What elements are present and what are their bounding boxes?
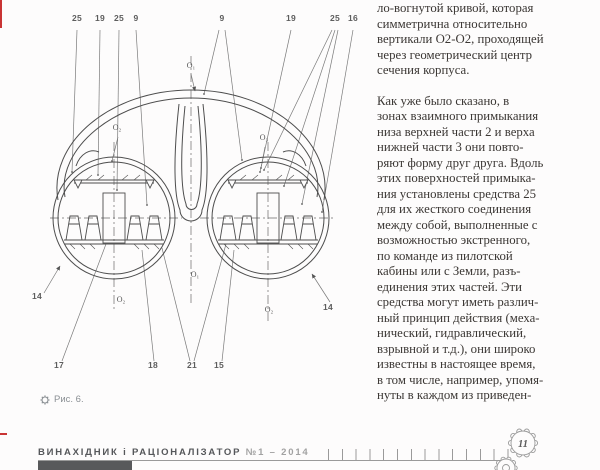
callout-17: 17 — [53, 360, 65, 370]
article-text-column — [377, 1, 597, 404]
text-line: ряют форму друг друга. Вдоль — [377, 155, 544, 170]
axis-label-o1-bottom: О₁ — [190, 270, 200, 279]
text-line: нический, гидравлический, — [377, 326, 527, 340]
text-line: по команде из пилотской — [377, 248, 513, 263]
gear-icon — [40, 395, 50, 405]
axis-label-o2-bottom-left: О₂ — [116, 295, 126, 304]
callout-9: 9 — [133, 13, 139, 23]
axis-label-o2-left: О₂ — [112, 123, 122, 132]
text-line: ния установлены средства 25 — [377, 186, 537, 201]
callout-21: 21 — [186, 360, 198, 370]
text-line: низа верхней части 2 и верха — [377, 124, 535, 139]
axis-label-o3-right: О₃ — [259, 133, 269, 142]
gear-icon — [508, 429, 537, 457]
callout-9: 9 — [219, 13, 225, 23]
callout-14-left: 14 — [31, 291, 43, 301]
text-line: средства могут иметь различ- — [377, 295, 539, 309]
center-axes — [50, 56, 336, 322]
text-line: в том числе, например, упомя- — [377, 372, 544, 387]
callout-19: 19 — [94, 13, 106, 23]
text-line: кабины или с Земли, разъ- — [377, 264, 521, 278]
text-line: единения этих частей. Эти — [377, 279, 522, 294]
issue-number: №1 – 2014 — [245, 447, 310, 458]
text-line: нижней части 3 они повто- — [377, 140, 524, 154]
text-line: зонах взаимного примыкания — [377, 109, 539, 123]
journal-name: ВИНАХІДНИК і РАЦІОНАЛІЗАТОР — [38, 447, 242, 458]
callout-18: 18 — [147, 360, 159, 370]
text-line: Как уже было сказано, в — [377, 93, 510, 108]
callout-14-right: 14 — [322, 302, 334, 312]
axis-label-o2-bottom-right: О₂ — [264, 305, 274, 314]
footer-journal-title — [38, 447, 310, 458]
leader-lines — [44, 30, 353, 361]
text-line: вертикали О2-О2, проходящей — [377, 32, 544, 46]
figure-caption — [40, 394, 84, 405]
text-line: для их жесткого соединения — [377, 202, 532, 216]
text-line: этих поверхностей примыка- — [377, 171, 536, 185]
callout-15: 15 — [213, 360, 225, 370]
page-number: 11 — [518, 439, 528, 450]
callout-25: 25 — [329, 13, 341, 23]
figure-caption-text: Рис. 6. — [54, 394, 84, 405]
text-line: симметрична относительно — [377, 16, 528, 31]
text-line: известны в настоящее время, — [377, 357, 536, 371]
callout-19: 19 — [285, 13, 297, 23]
text-line: нуты в каждом из приведен- — [377, 388, 532, 402]
footer-dark-bar — [38, 461, 132, 470]
text-line: между собой, выполненные с — [377, 217, 538, 232]
paragraph — [377, 1, 597, 79]
text-line: ло-вогнутой кривой, которая — [377, 1, 534, 15]
text-line: через геометрический центр — [377, 47, 533, 62]
page-number-badge — [492, 428, 540, 470]
callout-16: 16 — [347, 13, 359, 23]
text-line: ный принцип действия (меха- — [377, 310, 540, 325]
crop-mark-bottom — [0, 433, 7, 435]
text-line: взрывной и т.д.), они широко — [377, 341, 536, 356]
text-line: возможностью экстренного, — [377, 233, 531, 247]
callout-25: 25 — [71, 13, 83, 23]
callout-25: 25 — [113, 13, 125, 23]
gear-icon — [495, 457, 517, 470]
text-line: сечения корпуса. — [377, 63, 470, 77]
axis-label-o1-top: О₁ — [186, 61, 196, 70]
paragraph — [377, 94, 597, 404]
